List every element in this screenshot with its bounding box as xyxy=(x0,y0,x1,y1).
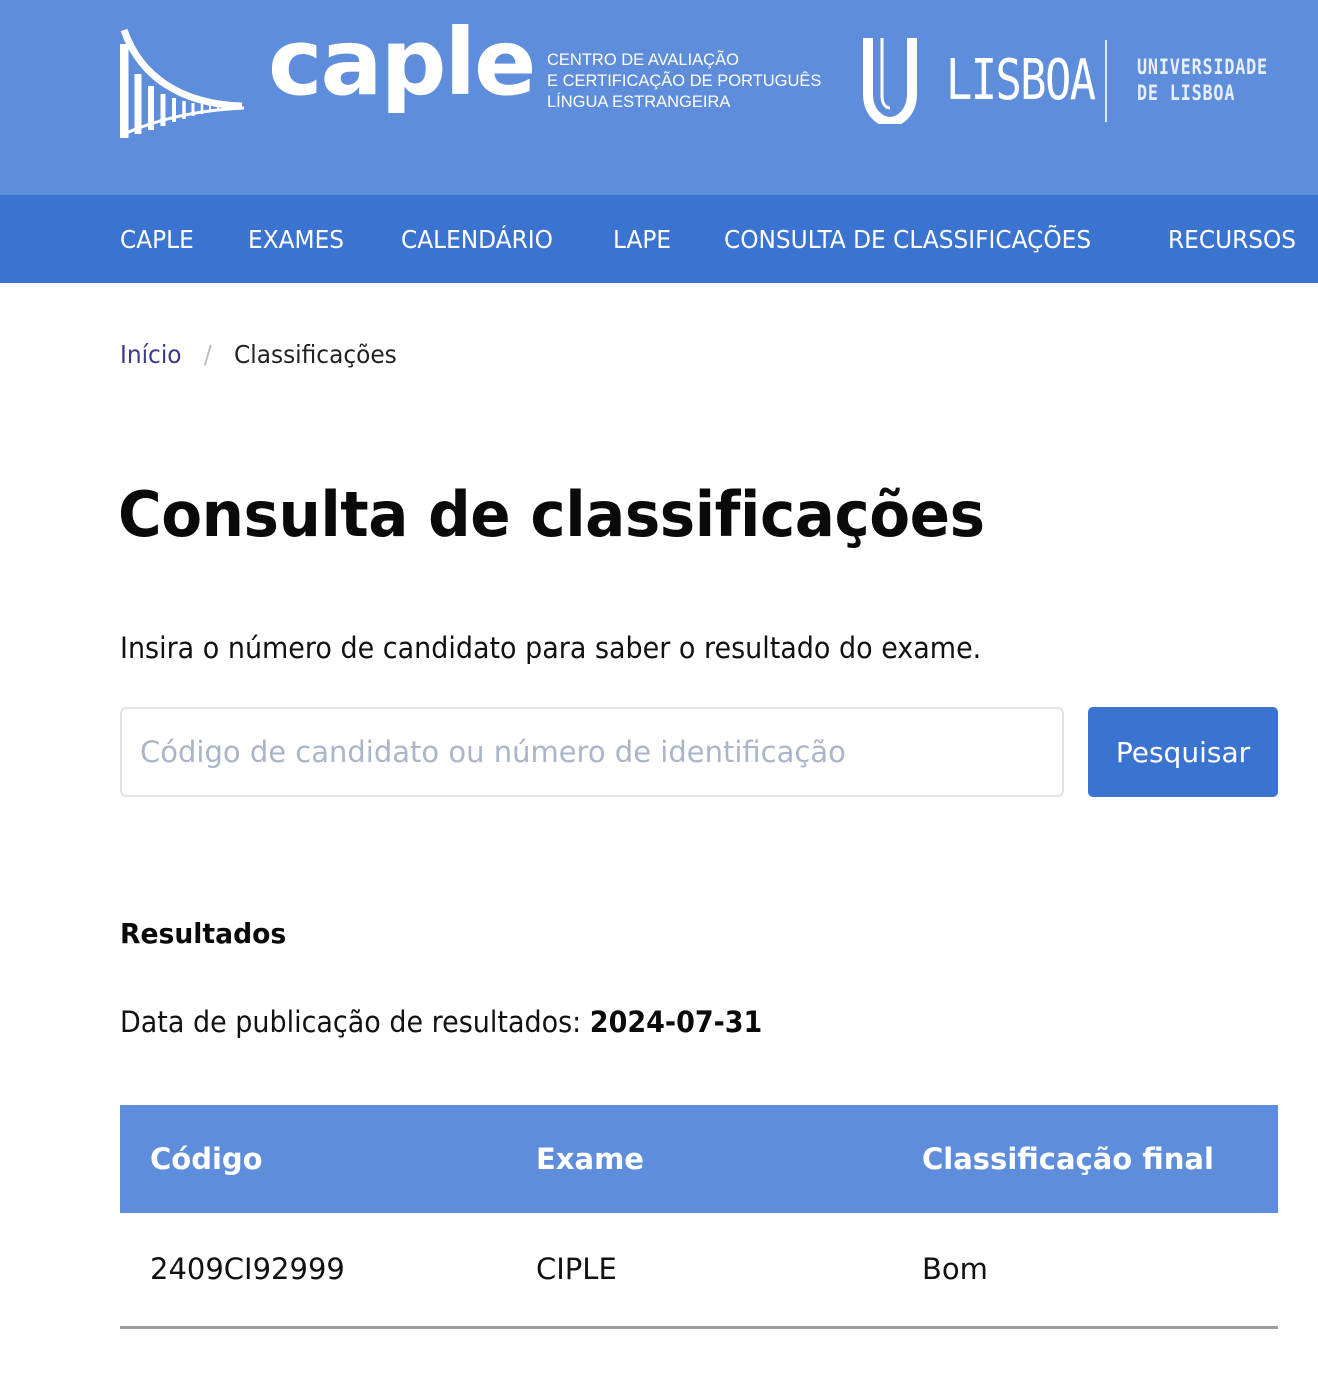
results-table-body xyxy=(120,1213,1278,1327)
breadcrumb-separator: / xyxy=(203,339,212,369)
column-header-exame: Exame xyxy=(536,1142,644,1176)
results-heading: Resultados xyxy=(120,917,287,950)
lisboa-wordmark: LISBOA xyxy=(946,48,1095,113)
candidate-search-input[interactable] xyxy=(120,707,1064,797)
table-row xyxy=(120,1213,1278,1327)
search-button[interactable]: Pesquisar xyxy=(1088,707,1278,797)
universidade-name: UNIVERSIDADE DE LISBOA xyxy=(1137,55,1268,105)
breadcrumb-current: Classificações xyxy=(234,339,397,369)
nav-list xyxy=(120,195,1318,283)
publication-date-value: 2024-07-31 xyxy=(589,1005,763,1039)
publication-date-line xyxy=(120,1002,762,1042)
logo-divider xyxy=(1105,40,1107,122)
cell-exame: CIPLE xyxy=(536,1252,617,1287)
cell-classificacao: Bom xyxy=(922,1252,988,1287)
caple-logo[interactable] xyxy=(120,9,822,142)
nav-item-consulta-classificacoes[interactable]: CONSULTA DE CLASSIFICAÇÕES xyxy=(724,224,1092,254)
results-table xyxy=(120,1105,1278,1329)
intro-text: Insira o número de candidato para saber o resultado do exame. xyxy=(120,631,982,665)
nav-item-caple[interactable]: CAPLE xyxy=(120,224,194,254)
caple-wordmark: caple xyxy=(268,9,535,116)
ulisboa-logo[interactable] xyxy=(862,38,1282,128)
caple-subtitle: CENTRO DE AVALIAÇÃO E CERTIFICAÇÃO DE PORTUGUÊS LÍNGUA ESTRANGEIRA xyxy=(547,51,822,111)
column-header-classificacao: Classificação final xyxy=(922,1142,1214,1176)
cell-codigo: 2409CI92999 xyxy=(150,1252,345,1287)
nav-item-recursos[interactable]: RECURSOS xyxy=(1168,224,1297,254)
publication-date-label: Data de publicação de resultados: xyxy=(120,1005,590,1039)
u-letter-icon xyxy=(862,38,918,124)
site-header xyxy=(0,0,1318,195)
nav-item-lape[interactable]: LAPE xyxy=(612,224,672,254)
breadcrumb-home-link[interactable]: Início xyxy=(120,339,182,369)
results-table-header xyxy=(120,1105,1278,1213)
column-header-codigo: Código xyxy=(150,1142,263,1176)
table-header-row xyxy=(120,1105,1278,1213)
main-nav xyxy=(0,195,1318,283)
nav-item-calendario[interactable]: CALENDÁRIO xyxy=(400,224,553,254)
page-title: Consulta de classificações xyxy=(118,478,985,551)
breadcrumb xyxy=(120,336,397,372)
nav-item-exames[interactable]: EXAMES xyxy=(248,224,345,254)
bridge-logo-icon xyxy=(120,26,245,141)
